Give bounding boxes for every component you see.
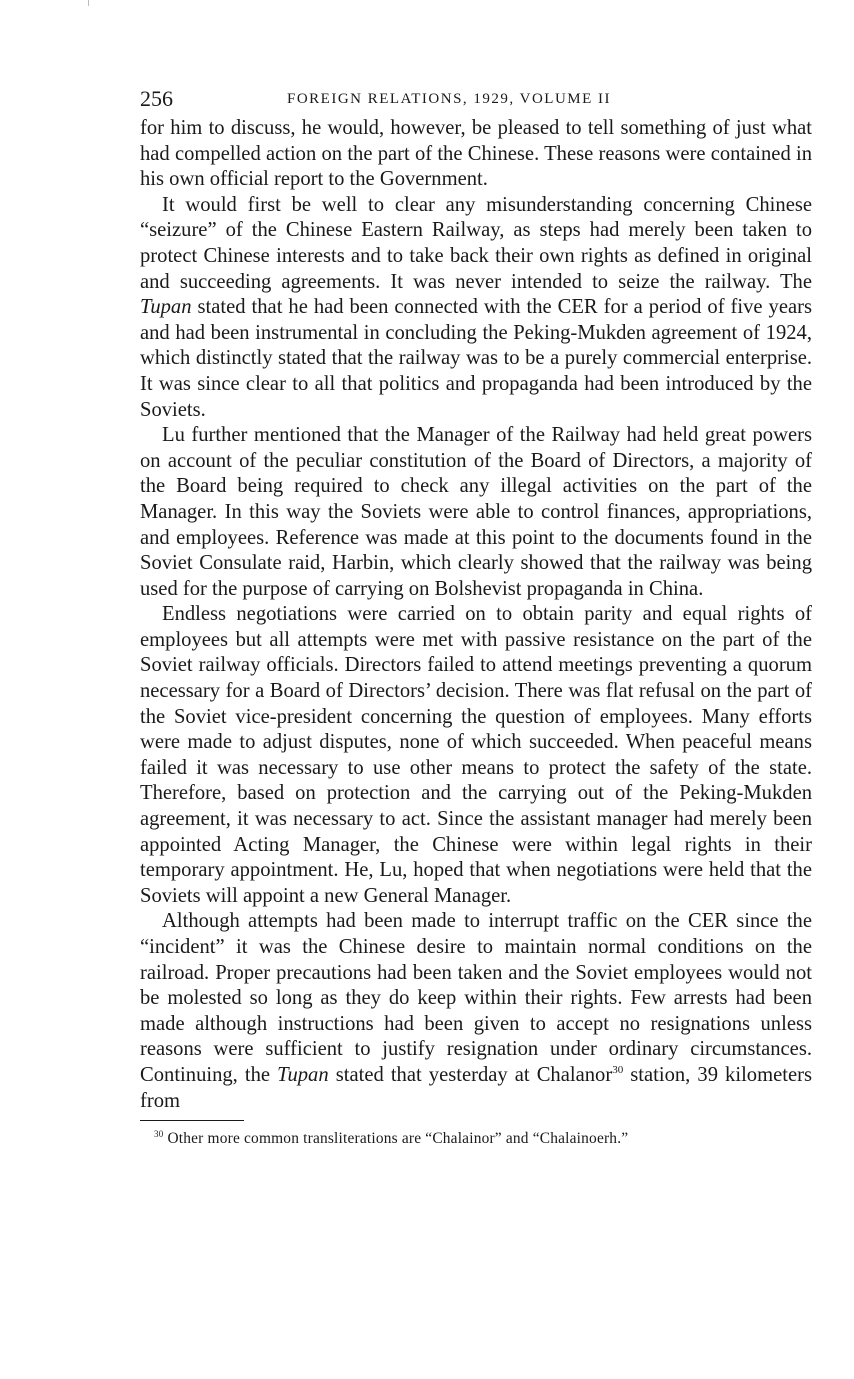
paragraph-text: Endless negotiations were carried on to obtain parity and equal rights of employees but all attempts were met with passive resistance on the part of the Soviet railway officials. Directors failed to attend meetings preventing a quorum necessary for a Board of Directors’ decision. There was flat refusal on the part of the Soviet vice-president concerning the question of employees. Many efforts were made to adjust disputes, none of which succeeded. When peaceful means failed it was necessary to use other means to protect the safety of the state. Therefore, based on protection and the carrying out of the Peking-Mukden agreement, it was necessary to act. Since the assistant manager had merely been appointed Acting Manager, the Chinese were within legal rights in their temporary appointment. He, Lu, hoped that when negotiations were held that the Soviets will appoint a new General Manager. (140, 603, 812, 907)
body-text (140, 116, 812, 1114)
paragraph-2 (140, 193, 812, 423)
footnote-text: Other more common transliterations are “Chalainor” and “Chalainoerh.” (167, 1130, 629, 1148)
running-header (140, 82, 812, 116)
paragraph-text: Lu further mentioned that the Manager of the Railway had held great powers on account of the peculiar constitution of the Board of Directors, a majority of the Board being required to check any illegal activities on the part of the Manager. In this way the Soviets were able to control finances, appropriations, and employees. Reference was made at this point to the documents found in the Soviet Consulate raid, Harbin, which clearly showed that the railway was being used for the purpose of carrying on Bolshevist propaganda in China. (140, 424, 812, 600)
paragraph-text: station, 39 kilometers from (140, 1063, 812, 1112)
paragraph-3 (140, 423, 812, 602)
running-title: FOREIGN RELATIONS, 1929, VOLUME II (287, 91, 612, 107)
footnote (140, 1129, 812, 1149)
paragraph-text: Although attempts had been made to interrupt traffic on the CER since the “incident” it was the Chinese desire to maintain normal conditions on the railroad. Proper precautions had been taken and the Soviet employees would not be molested so long as they do keep within their rights. Few arrests had been made although instructions had been given to accept no resignations unless reasons were sufficient to justify resignation under ordinary circumstances. Continuing, the (140, 910, 812, 1086)
page-number: 256 (140, 86, 173, 111)
paragraph-text: stated that yesterday at Chalanor (328, 1063, 613, 1086)
paragraph-4 (140, 602, 812, 909)
scan-artifact-mark (88, 0, 89, 6)
paragraph-text: It would first be well to clear any misunderstanding concerning Chinese “seizure” of the Chinese Eastern Railway, as steps had merely been taken to protect Chinese interests and to take back their own rights as defined in original and succeeding agreements. It was never intended to seize the railway. The (140, 193, 812, 293)
document-page (140, 82, 812, 1149)
paragraph-text: stated that he had been connected with the CER for a period of five years and had been instrumental in concluding the Peking-Mukden agreement of 1924, which distinctly stated that the railway was to be a purely commercial enterprise. It was since clear to all that politics and propaganda had been introduced by the Soviets. (140, 296, 812, 421)
italic-term-tupan: Tupan (277, 1063, 329, 1086)
footnote-divider (140, 1120, 244, 1121)
footnote-reference[interactable]: 30 (612, 1064, 624, 1077)
footnote-number: 30 (154, 1129, 164, 1140)
italic-term-tupan: Tupan (140, 296, 192, 319)
paragraph-1 (140, 116, 812, 193)
paragraph-text: for him to discuss, he would, however, be pleased to tell something of just what had compelled action on the part of the Chinese. These reasons were contained in his own official report to the Government. (140, 117, 812, 191)
paragraph-5 (140, 909, 812, 1114)
